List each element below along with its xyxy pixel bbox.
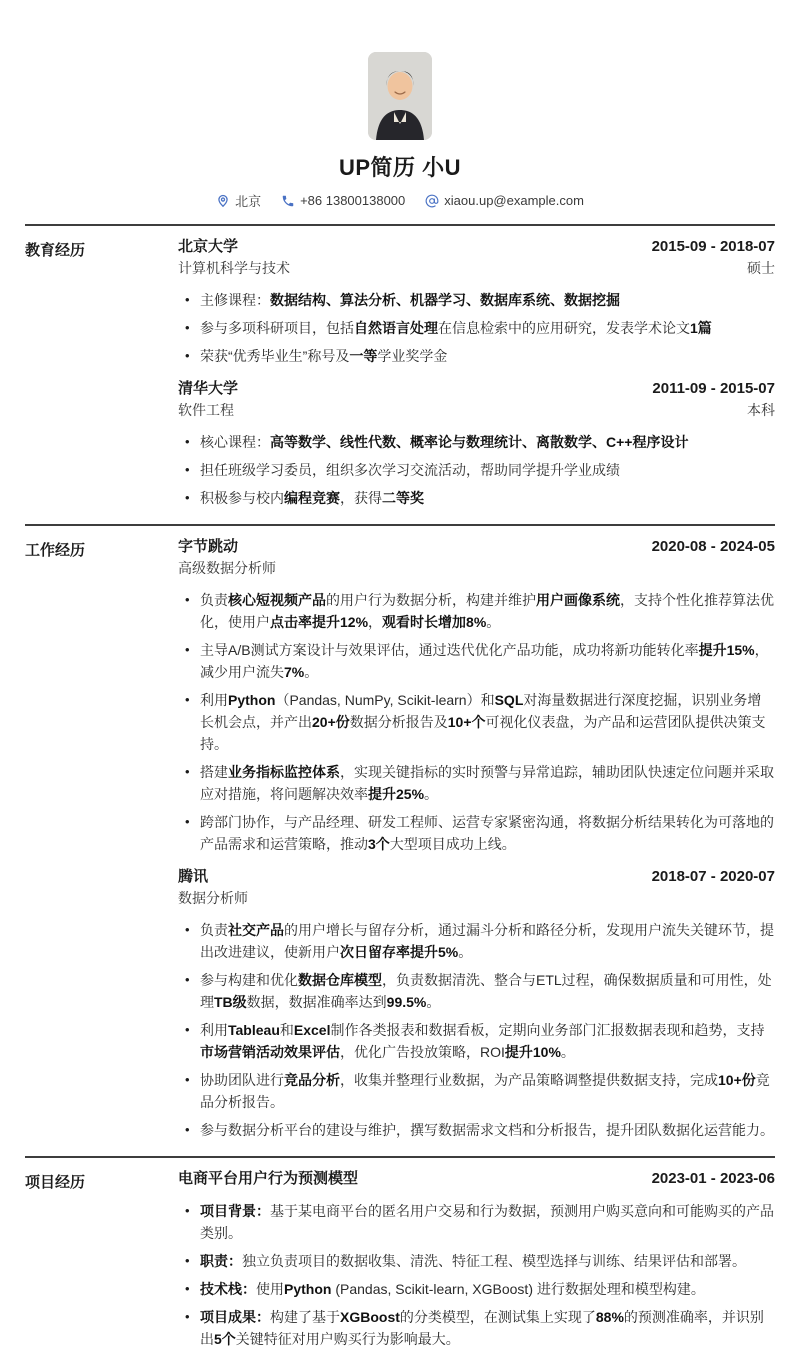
bullet-text: 协助团队进行竞品分析，收集并整理行业数据，为产品策略调整提供数据支持，完成10+份竞品分析报告。: [200, 1072, 770, 1110]
bullet-item: [178, 1278, 775, 1300]
section-education: [25, 224, 775, 524]
contact-text: xiaou.up@example.com: [444, 193, 584, 208]
profile-photo: [368, 52, 432, 140]
contact-item: [425, 193, 584, 208]
bullet-text: 利用Tableau和Excel制作各类报表和数据看板，定期向业务部门汇报数据表现和趋势，支持市场营销活动效果评估，优化广告投放策略，ROI提升10%。: [200, 1022, 765, 1060]
entry-date: 2018-07 - 2020-07: [651, 868, 775, 885]
entry: [178, 867, 775, 1141]
bullet-text: 负责核心短视频产品的用户行为数据分析，构建并维护用户画像系统，支持个性化推荐算法优化，使用户点击率提升12%，观看时长增加8%。: [200, 592, 774, 630]
bullet-text: 参与数据分析平台的建设与维护，撰写数据需求文档和分析报告，提升团队数据化运营能力。: [200, 1122, 774, 1138]
bullet-marker: •: [185, 462, 190, 477]
entry-subtitle: 软件工程: [178, 402, 234, 418]
entry-title: 字节跳动: [178, 538, 239, 555]
bullet-text: 积极参与校内编程竞赛，获得二等奖: [200, 490, 424, 506]
entry: [178, 1169, 775, 1350]
bullet-item: [178, 1200, 775, 1244]
section-title: 教育经历: [25, 242, 86, 259]
contact-item: [281, 193, 405, 208]
entry: [178, 237, 775, 367]
entry-date: 2015-09 - 2018-07: [651, 238, 775, 255]
bullet-marker: •: [185, 592, 190, 607]
bullet-item: [178, 589, 775, 633]
bullet-text: 主导A/B测试方案设计与效果评估，通过迭代优化产品功能，成功将新功能转化率提升15%，减少用户流失7%。: [200, 642, 769, 680]
bullet-text: 主修课程：数据结构、算法分析、机器学习、数据库系统、数据挖掘: [200, 292, 620, 308]
entry-title: 电商平台用户行为预测模型: [178, 1170, 359, 1187]
bullet-item: [178, 487, 775, 509]
entry-head: [178, 379, 775, 399]
bullet-list: [178, 1200, 775, 1350]
bullet-marker: •: [185, 1253, 190, 1268]
bullet-list: [178, 431, 775, 509]
bullet-text: 项目成果：构建了基于XGBoost的分类模型，在测试集上实现了88%的预测准确率，并识别出5个关键特征对用户购买行为影响最大。: [200, 1309, 764, 1347]
resume-sections: [25, 224, 775, 1365]
bullet-text: 跨部门协作，与产品经理、研发工程师、运营专家紧密沟通，将数据分析结果转化为可落地的产品需求和运营策略，推动3个大型项目成功上线。: [200, 814, 774, 852]
entry-title: 清华大学: [178, 380, 239, 397]
entry-subtitle: 数据分析师: [178, 890, 248, 906]
bullet-marker: •: [185, 1022, 190, 1037]
bullet-marker: •: [185, 1122, 190, 1137]
bullet-marker: •: [185, 922, 190, 937]
section-body: [178, 1169, 775, 1350]
section-body: [178, 237, 775, 509]
bullet-marker: •: [185, 434, 190, 449]
bullet-item: [178, 919, 775, 963]
bullet-marker: •: [185, 320, 190, 335]
bullet-item: [178, 1250, 775, 1272]
bullet-item: [178, 761, 775, 805]
bullet-item: [178, 1119, 775, 1141]
entry: [178, 379, 775, 509]
resume-header: [25, 0, 775, 210]
bullet-item: [178, 639, 775, 683]
bullet-marker: •: [185, 972, 190, 987]
entry-date: 2011-09 - 2015-07: [652, 380, 775, 397]
bullet-marker: •: [185, 814, 190, 829]
bullet-text: 负责社交产品的用户增长与留存分析，通过漏斗分析和路径分析，发现用户流失关键环节，提出改进建议，使新用户次日留存率提升5%。: [200, 922, 774, 960]
section-body: [178, 537, 775, 1141]
bullet-text: 搭建业务指标监控体系，实现关键指标的实时预警与异常追踪，辅助团队快速定位问题并采取应对措施，将问题解决效率提升25%。: [200, 764, 774, 802]
bullet-text: 参与构建和优化数据仓库模型，负责数据清洗、整合与ETL过程，确保数据质量和可用性，处理TB级数据，数据准确率达到99.5%。: [200, 972, 772, 1010]
contact-text: 北京: [235, 194, 262, 209]
bullet-item: [178, 1306, 775, 1350]
phone-icon: [281, 194, 295, 208]
entry-degree: 本科: [747, 402, 775, 418]
entry-date: 2020-08 - 2024-05: [651, 538, 775, 555]
bullet-list: [178, 589, 775, 855]
entry: [178, 537, 775, 855]
bullet-item: [178, 1019, 775, 1063]
bullet-item: [178, 289, 775, 311]
bullet-marker: •: [185, 764, 190, 779]
entry-subtitle-row: [178, 558, 775, 578]
bullet-text: 职责：独立负责项目的数据收集、清洗、特征工程、模型选择与训练、结果评估和部署。: [200, 1253, 746, 1269]
section-projects: [25, 1156, 775, 1365]
entry-degree: 硕士: [747, 260, 775, 276]
section-title: 项目经历: [25, 1174, 86, 1191]
profile-photo-illustration: [368, 52, 432, 140]
bullet-marker: •: [185, 692, 190, 707]
bullet-text: 参与多项科研项目，包括自然语言处理在信息检索中的应用研究，发表学术论文1篇: [200, 320, 712, 336]
bullet-text: 利用Python（Pandas, NumPy, Scikit-learn）和SQL对海量数据进行深度挖掘，识别业务增长机会点，并产出20+份数据分析报告及10+个可视化仪表盘，为产品和运营团队提供决策支持。: [200, 692, 766, 752]
entry-subtitle: 计算机科学与技术: [178, 260, 290, 276]
bullet-item: [178, 689, 775, 755]
section-title: 工作经历: [25, 542, 86, 559]
bullet-marker: •: [185, 1281, 190, 1296]
entry-head: [178, 537, 775, 557]
bullet-item: [178, 811, 775, 855]
bullet-item: [178, 1069, 775, 1113]
entry-subtitle-row: [178, 888, 775, 908]
contact-row: [25, 191, 775, 210]
entry-subtitle-row: [178, 258, 775, 278]
bullet-text: 荣获“优秀毕业生”称号及一等学业奖学金: [200, 348, 448, 364]
entry-title: 北京大学: [178, 238, 239, 255]
at-sign-icon: [425, 194, 439, 208]
bullet-item: [178, 459, 775, 481]
bullet-text: 技术栈：使用Python (Pandas, Scikit-learn, XGBoost) 进行数据处理和模型构建。: [200, 1281, 705, 1297]
bullet-marker: •: [185, 490, 190, 505]
candidate-name: UP简历 小U: [338, 155, 462, 180]
bullet-item: [178, 969, 775, 1013]
bullet-item: [178, 345, 775, 367]
bullet-marker: •: [185, 1309, 190, 1324]
bullet-marker: •: [185, 642, 190, 657]
contact-text: +86 13800138000: [300, 193, 406, 208]
contact-item: [216, 191, 261, 210]
entry-head: [178, 1169, 775, 1189]
entry-date: 2023-01 - 2023-06: [651, 1170, 775, 1187]
bullet-marker: •: [185, 348, 190, 363]
bullet-marker: •: [185, 292, 190, 307]
bullet-marker: •: [185, 1072, 190, 1087]
bullet-list: [178, 289, 775, 367]
bullet-item: [178, 317, 775, 339]
entry-head: [178, 237, 775, 257]
bullet-list: [178, 919, 775, 1141]
entry-head: [178, 867, 775, 887]
bullet-item: [178, 431, 775, 453]
bullet-text: 担任班级学习委员，组织多次学习交流活动，帮助同学提升学业成绩: [200, 462, 620, 478]
bullet-text: 项目背景：基于某电商平台的匿名用户交易和行为数据，预测用户购买意向和可能购买的产品类别。: [200, 1203, 774, 1241]
location-pin-icon: [216, 194, 230, 208]
bullet-text: 核心课程：高等数学、线性代数、概率论与数理统计、离散数学、C++程序设计: [200, 434, 689, 450]
entry-subtitle-row: [178, 400, 775, 420]
bullet-marker: •: [185, 1203, 190, 1218]
section-work: [25, 524, 775, 1156]
entry-subtitle: 高级数据分析师: [178, 560, 276, 576]
entry-title: 腾讯: [178, 868, 209, 885]
